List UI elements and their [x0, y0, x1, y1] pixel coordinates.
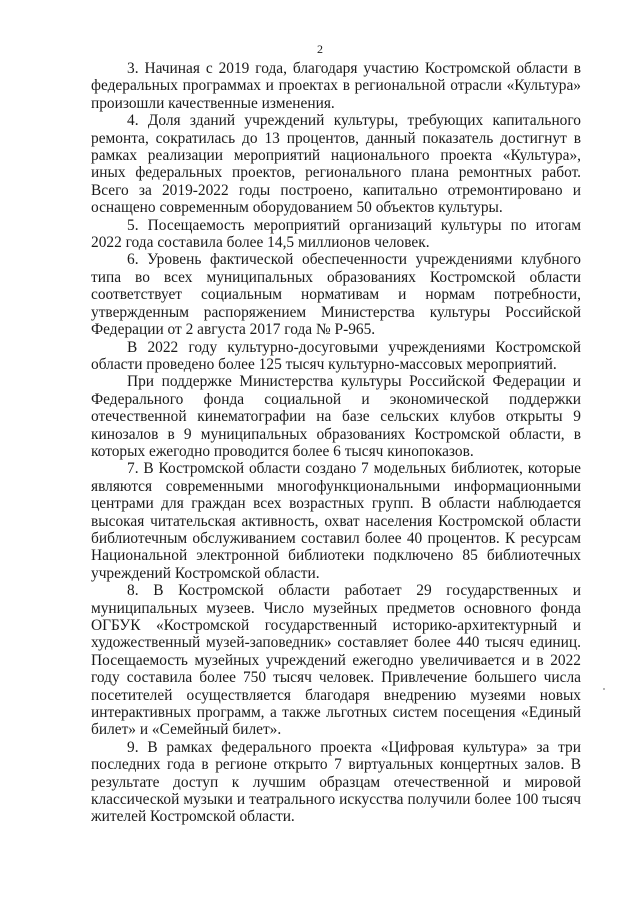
- paragraph-8: 8. В Костромской области работает 29 государственных и муниципальных музеев. Число музейных предметов основного фонда ОГБУК «Костромской государственный историко-архитектурный и художественный музей-заповедник» составляет более 440 тысяч единиц. Посещаемость музейных учреждений ежегодно увеличивается и в 2022 году составила более 750 тысяч человек. Привлечение большего числа посетителей осуществляется благодаря внедрению музеями новых интерактивных программ, а также льготных систем посещения «Единый билет» и «Семейный билет».: [91, 582, 581, 739]
- document-body: [91, 60, 581, 826]
- paragraph-6: 6. Уровень фактической обеспеченности учреждениями клубного типа во всех муниципальных образованиях Костромской области соответствует социальным нормативам и нормам потребности, утвержденным распоряжением Министерства культуры Российской Федерации от 2 августа 2017 года № Р-965.: [91, 251, 581, 339]
- paragraph-6-events: В 2022 году культурно-досуговыми учреждениями Костромской области проведено более 125 тысяч культурно-массовых мероприятий.: [91, 338, 581, 373]
- page-number: 2: [317, 42, 323, 56]
- paragraph-9: 9. В рамках федерального проекта «Цифровая культура» за три последних года в регионе открыто 7 виртуальных концертных залов. В результате доступ к лучшим образцам отечественной и мировой классической музыки и театрального искусства получили более 100 тысяч жителей Костромской области.: [91, 738, 581, 826]
- paragraph-7: 7. В Костромской области создано 7 модельных библиотек, которые являются современными многофункциональными информационными центрами для граждан всех возрастных групп. В области наблюдается высокая читательская активность, охват населения Костромской области библиотечным обслуживанием составил более 40 процентов. К ресурсам Национальной электронной библиотеки подключено 85 библиотечных учреждений Костромской области.: [91, 460, 581, 582]
- paragraph-5: 5. Посещаемость мероприятий организаций культуры по итогам 2022 года составила более 14,5 миллионов человек.: [91, 216, 581, 252]
- paragraph-3: 3. Начиная с 2019 года, благодаря участию Костромской области в федеральных программах и проектах в региональной отрасли «Культура» произошли качественные изменения.: [91, 60, 581, 112]
- paragraph-6-cinema: При поддержке Министерства культуры Российской Федерации и Федерального фонда социальной и экономической поддержки отечественной кинематографии на базе сельских клубов открыты 9 кинозалов в 9 муниципальных образованиях Костромской области, в которых ежегодно проводится более 6 тысяч кинопоказов.: [91, 373, 581, 460]
- paragraph-4: 4. Доля зданий учреждений культуры, требующих капитального ремонта, сократилась до 13 процентов, данный показатель достигнут в рамках реализации мероприятий национального проекта «Культура», иных федеральных проектов, регионального плана ремонтных работ. Всего за 2019-2022 годы построено, капитально отремонтировано и оснащено современным оборудованием 50 объектов культуры.: [91, 112, 581, 217]
- scan-speck: [603, 688, 605, 690]
